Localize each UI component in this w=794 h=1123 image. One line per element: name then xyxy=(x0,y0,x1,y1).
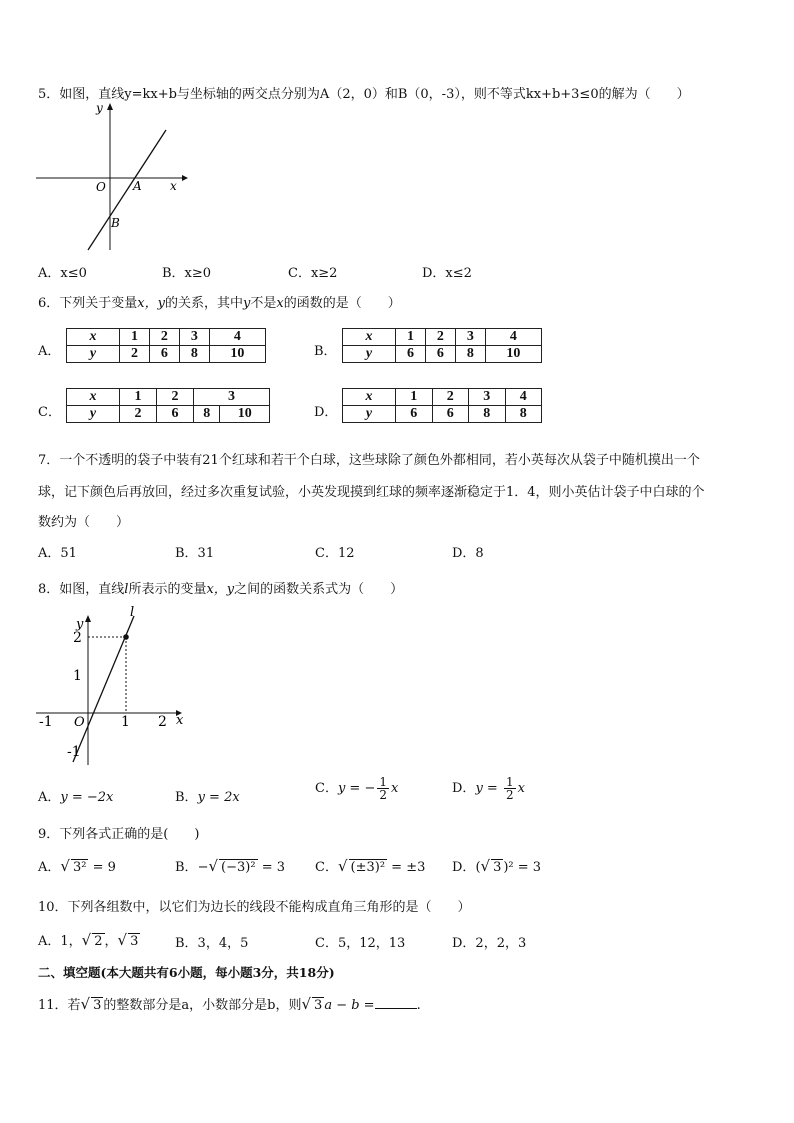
q10-option-d: D．2，2，3 xyxy=(452,936,527,951)
q6-option-b-label: B． xyxy=(314,344,337,359)
table-row: y 2 6 8 10 xyxy=(67,406,270,423)
q6-option-c-label: C． xyxy=(38,405,61,420)
q7-line-3: 数约为（ ） xyxy=(38,515,130,530)
q5-label-a: A xyxy=(133,179,142,193)
q8-option-d: D．y = $\frac{1}{2}$ x xyxy=(452,775,525,802)
q8-label-y: y xyxy=(76,617,84,632)
q9-option-d: D．(√ 3 )² = 3 xyxy=(452,857,542,875)
answer-blank[interactable] xyxy=(375,1008,417,1009)
table-row: y 6 6 8 8 xyxy=(343,406,542,423)
q8-option-a: A．y = −2x xyxy=(38,790,114,805)
q5-label-b: B xyxy=(111,216,120,230)
q8-option-b: B．y = 2x xyxy=(175,790,240,805)
table-row: y 6 6 8 10 xyxy=(343,346,542,363)
q8-tick-x2: 2 xyxy=(158,714,167,730)
q7-option-b: B．31 xyxy=(175,546,215,561)
q5-label-x: x xyxy=(170,179,177,193)
q5-stem: 5．如图，直线y=kx+b与坐标轴的两交点分别为A（2，0）和B（0，-3），则不等式kx+b+3≤0的解为（ ） xyxy=(38,87,690,102)
q7-line-1: 7．一个不透明的袋子中装有21个红球和若干个白球，这些球除了颜色外都相同，若小英每次从袋子中随机摸出一个 xyxy=(38,453,700,468)
q9-option-a: A．√ 3² = 9 xyxy=(38,857,116,875)
table-row: x 1 2 3 4 xyxy=(343,389,542,406)
q10-stem: 10．下列各组数中，以它们为边长的线段不能构成直角三角形的是（ ） xyxy=(38,900,471,915)
q5-option-c: C．x≥2 xyxy=(288,266,338,281)
q5-option-a: A．x≤0 xyxy=(38,266,87,281)
q9-option-b: B．−√ (−3)² = 3 xyxy=(175,857,285,875)
q5-graph xyxy=(30,100,190,258)
q9-option-c: C．√ (±3)² = ±3 xyxy=(315,857,426,875)
q7-option-a: A．51 xyxy=(38,546,77,561)
q5-label-y: y xyxy=(96,101,103,115)
q5-label-o: O xyxy=(96,180,106,194)
q8-label-o: O xyxy=(74,715,85,730)
q6-option-d-label: D． xyxy=(314,405,338,420)
table-row: x 1 2 3 4 xyxy=(67,329,266,346)
q8-point xyxy=(123,634,129,640)
table-row: y 2 6 8 10 xyxy=(67,346,266,363)
q8-label-l: l xyxy=(130,605,135,620)
q9-stem: 9．下列各式正确的是( ) xyxy=(38,827,200,842)
q8-tick-y1: 1 xyxy=(73,668,82,684)
q8-graph xyxy=(30,602,190,770)
q6-option-a-label: A． xyxy=(38,344,61,359)
table-row: x 1 2 3 xyxy=(67,389,270,406)
q7-option-d: D．8 xyxy=(452,546,484,561)
q10-option-a: A．1，√ 2 ，√ 3 xyxy=(38,931,139,949)
q6-table-c xyxy=(66,388,270,423)
q7-option-c: C．12 xyxy=(315,546,355,561)
q8-tick-xn1: -1 xyxy=(39,714,53,730)
q10-option-c: C．5，12，13 xyxy=(315,936,406,951)
q8-tick-y2: 2 xyxy=(73,630,82,646)
q6-table-a xyxy=(66,328,266,363)
q5-option-d: D．x≤2 xyxy=(422,266,472,281)
q5-option-b: B．x≥0 xyxy=(162,266,212,281)
q11-stem: 11．若√ 3 的整数部分是a，小数部分是b，则√ 3 a − b = . xyxy=(38,995,421,1013)
fraction: $\frac{1}{2}$ xyxy=(379,775,387,802)
q8-stem: 8．如图，直线l所表示的变量x，y之间的函数关系式为（ ） xyxy=(38,582,404,597)
fraction: $\frac{1}{2}$ xyxy=(505,775,514,802)
q6-table-b xyxy=(342,328,542,363)
q6-table-d xyxy=(342,388,542,423)
q8-option-c: C．y = − $\frac{1}{2}$ x xyxy=(315,775,399,802)
q8-tick-x1: 1 xyxy=(121,714,130,730)
q8-tick-yn1: -1 xyxy=(67,744,81,760)
q8-label-x: x xyxy=(176,713,184,728)
section-heading: 二、填空题(本大题共有6小题，每小题3分，共18分) xyxy=(38,965,335,980)
table-row: x 1 2 3 4 xyxy=(343,329,542,346)
q10-option-b: B．3，4，5 xyxy=(175,936,249,951)
q7-line-2: 球，记下颜色后再放回，经过多次重复试验，小英发现摸到红球的频率逐渐稳定于1．4，则小英估计袋子中白球的个 xyxy=(38,485,705,500)
q6-stem: 6．下列关于变量x，y的关系，其中y不是x的函数的是（ ） xyxy=(38,296,401,311)
